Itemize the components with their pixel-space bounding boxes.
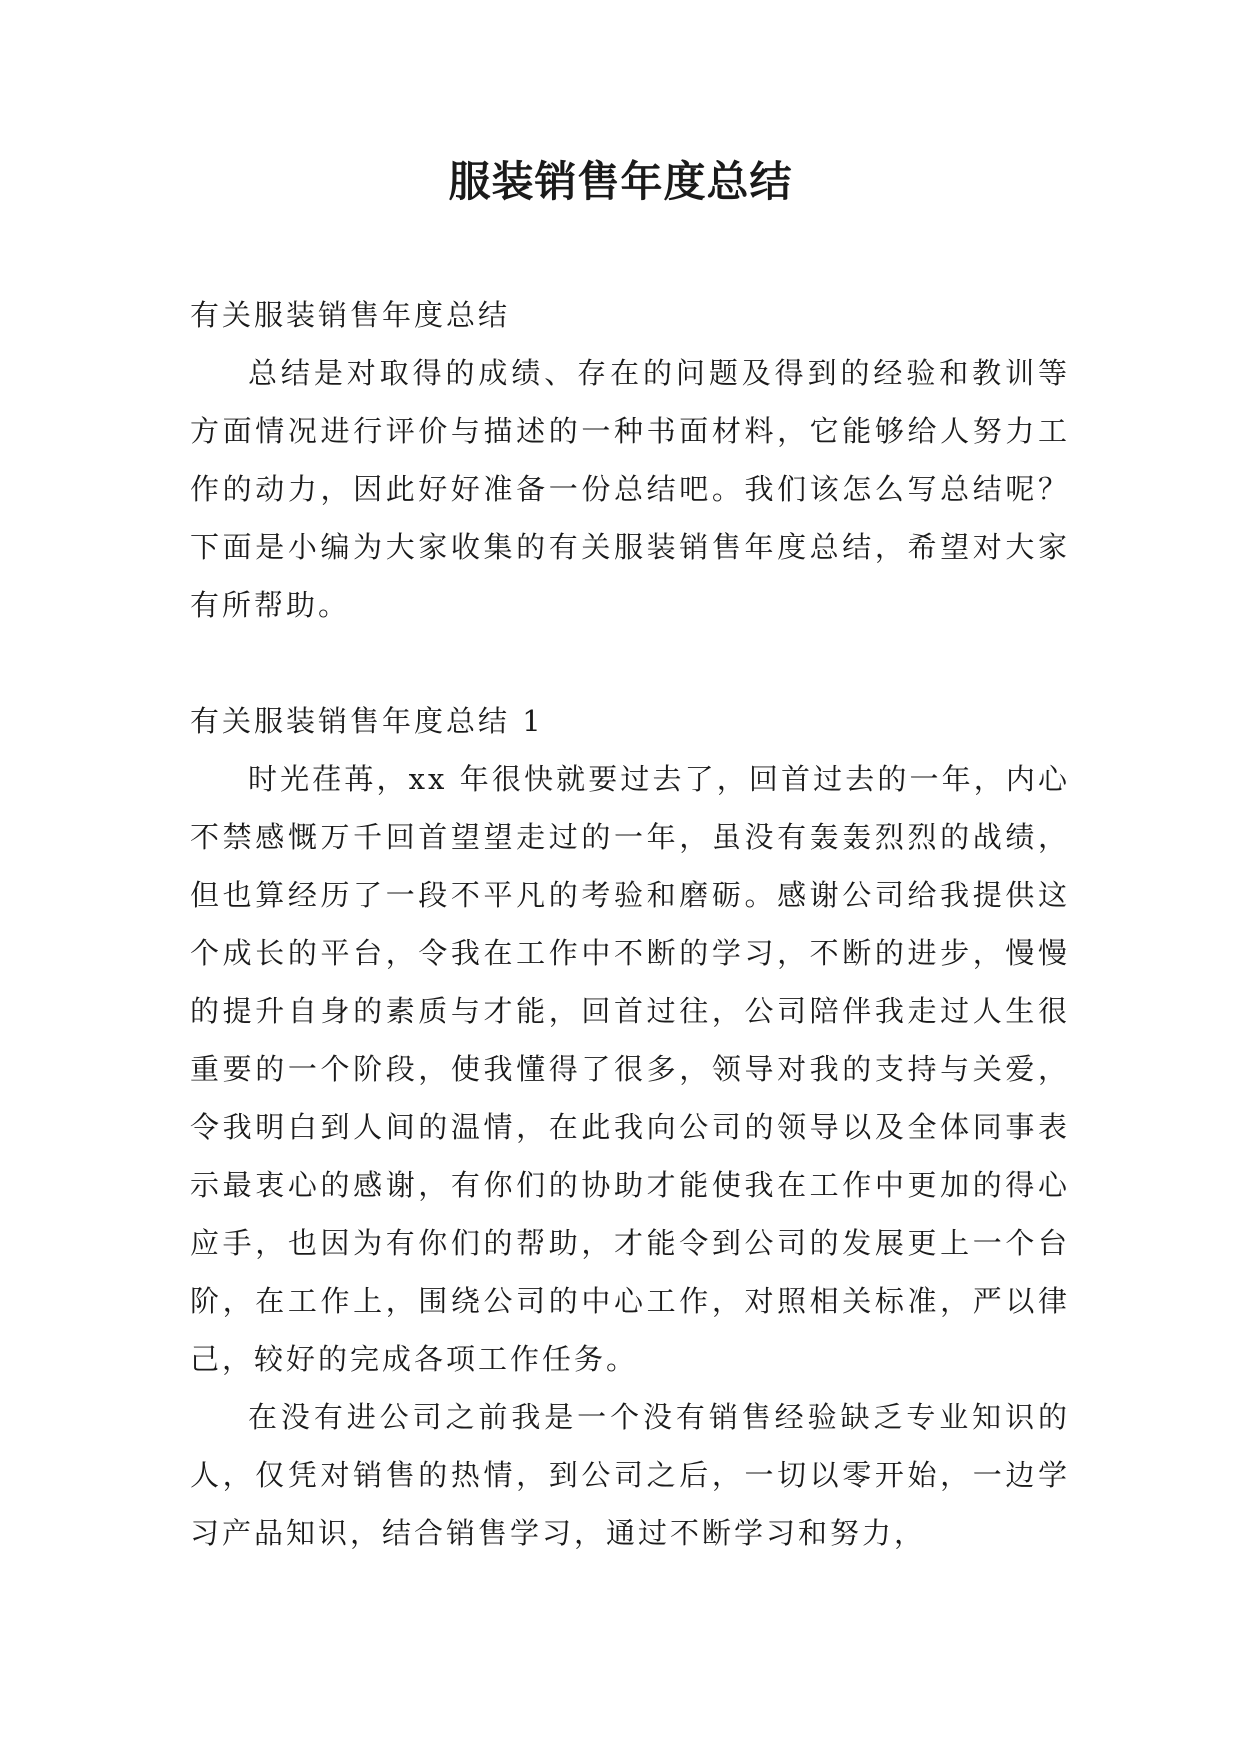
- intro-paragraph: 总结是对取得的成绩、存在的问题及得到的经验和教训等方面情况进行评价与描述的一种书面材料，它能够给人努力工作的动力，因此好好准备一份总结吧。我们该怎么写总结呢？下面是小编为大家收集的有关服装销售年度总结，希望对大家有所帮助。: [190, 356, 1070, 622]
- section1-paragraph-2: 在没有进公司之前我是一个没有销售经验缺乏专业知识的人，仅凭对销售的热情，到公司之后，一切以零开始，一边学习产品知识，结合销售学习，通过不断学习和努力，: [190, 1400, 1070, 1550]
- intro-heading: 有关服装销售年度总结: [190, 298, 511, 332]
- document-body: [190, 286, 1070, 1562]
- section1-paragraph-1: 时光荏苒，xx 年很快就要过去了，回首过去的一年，内心不禁感慨万千回首望望走过的一年，虽没有轰轰烈烈的战绩，但也算经历了一段不平凡的考验和磨砺。感谢公司给我提供这个成长的平台，令我在工作中不断的学习，不断的进步，慢慢的提升自身的素质与才能，回首过往，公司陪伴我走过人生很重要的一个阶段，使我懂得了很多，领导对我的支持与关爱，令我明白到人间的温情，在此我向公司的领导以及全体同事表示最衷心的感谢，有你们的协助才能使我在工作中更加的得心应手，也因为有你们的帮助，才能令到公司的发展更上一个台阶，在工作上，围绕公司的中心工作，对照相关标准，严以律己，较好的完成各项工作任务。: [190, 762, 1070, 1376]
- section-spacer: [190, 634, 1070, 692]
- document-title: 服装销售年度总结: [448, 157, 793, 206]
- section1-heading: 有关服装销售年度总结 1: [190, 704, 544, 738]
